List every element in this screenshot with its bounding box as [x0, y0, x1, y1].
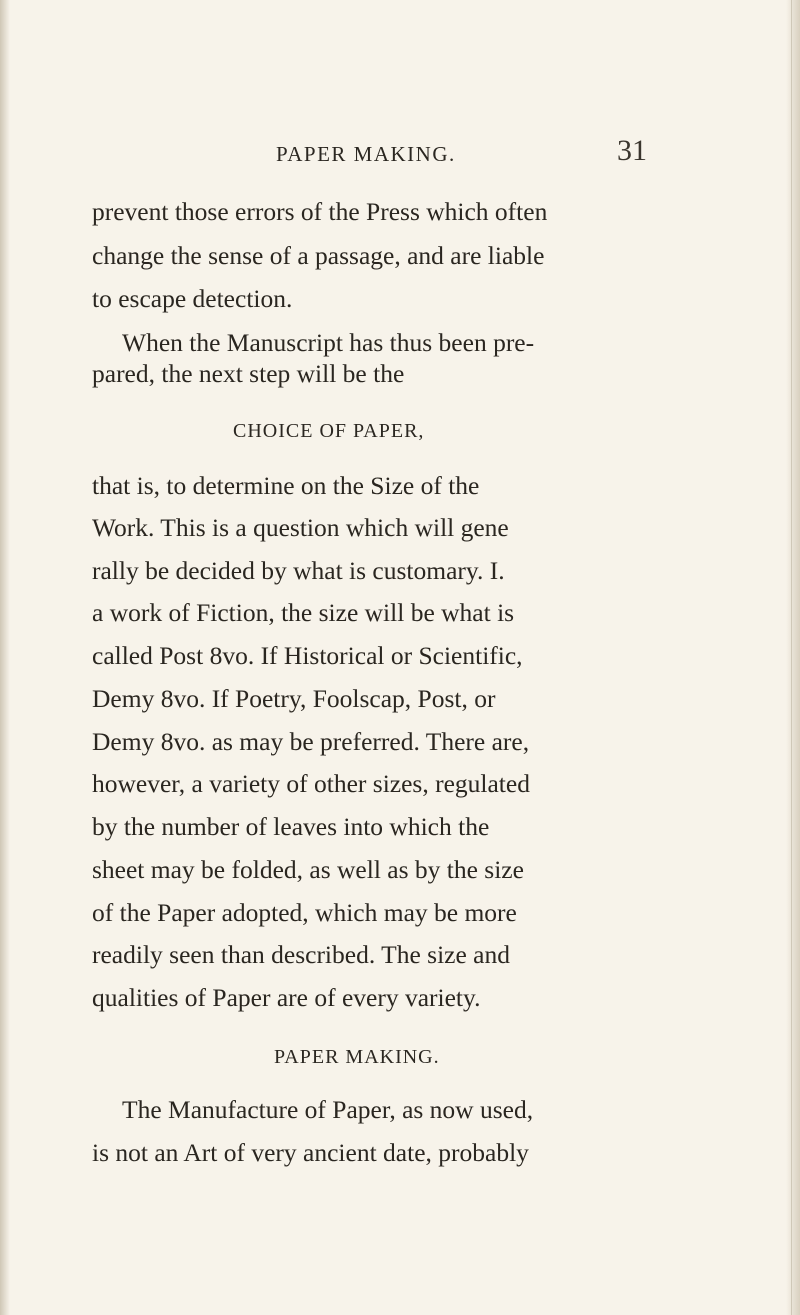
text-line: by the number of leaves into which the [92, 812, 490, 841]
text-line: The Manufacture of Paper, as now used, [122, 1095, 534, 1124]
text-line: prevent those errors of the Press which often [92, 197, 548, 226]
page-edge-shadow [786, 0, 800, 1315]
text-line: is not an Art of very ancient date, probably [92, 1138, 529, 1167]
text-line: change the sense of a passage, and are liable [92, 241, 545, 270]
text-line: Work. This is a question which will gene [92, 513, 509, 542]
text-line: sheet may be folded, as well as by the size [92, 855, 524, 884]
text-line: called Post 8vo. If Historical or Scientific, [92, 641, 523, 670]
text-line: of the Paper adopted, which may be more [92, 898, 517, 927]
text-line: rally be decided by what is customary. I. [92, 556, 505, 585]
text-line: qualities of Paper are of every variety. [92, 983, 481, 1012]
text-line: to escape detection. [92, 284, 293, 313]
section-heading-choice-of-paper: CHOICE OF PAPER, [233, 420, 425, 442]
text-line: Demy 8vo. as may be preferred. There are, [92, 727, 530, 756]
text-line: however, a variety of other sizes, regulated [92, 769, 530, 798]
text-line: a work of Fiction, the size will be what is [92, 598, 515, 627]
text-line: When the Manuscript has thus been pre- [122, 328, 535, 357]
text-line: that is, to determine on the Size of the [92, 471, 480, 500]
binding-shadow [0, 0, 10, 1315]
section-heading-paper-making: PAPER MAKING. [274, 1046, 440, 1068]
page-edge-line [791, 0, 792, 1315]
text-line: readily seen than described. The size and [92, 940, 510, 969]
page-number: 31 [617, 134, 647, 167]
running-head: PAPER MAKING. [276, 142, 456, 166]
text-line: Demy 8vo. If Poetry, Foolscap, Post, or [92, 684, 496, 713]
text-line: pared, the next step will be the [92, 359, 405, 388]
